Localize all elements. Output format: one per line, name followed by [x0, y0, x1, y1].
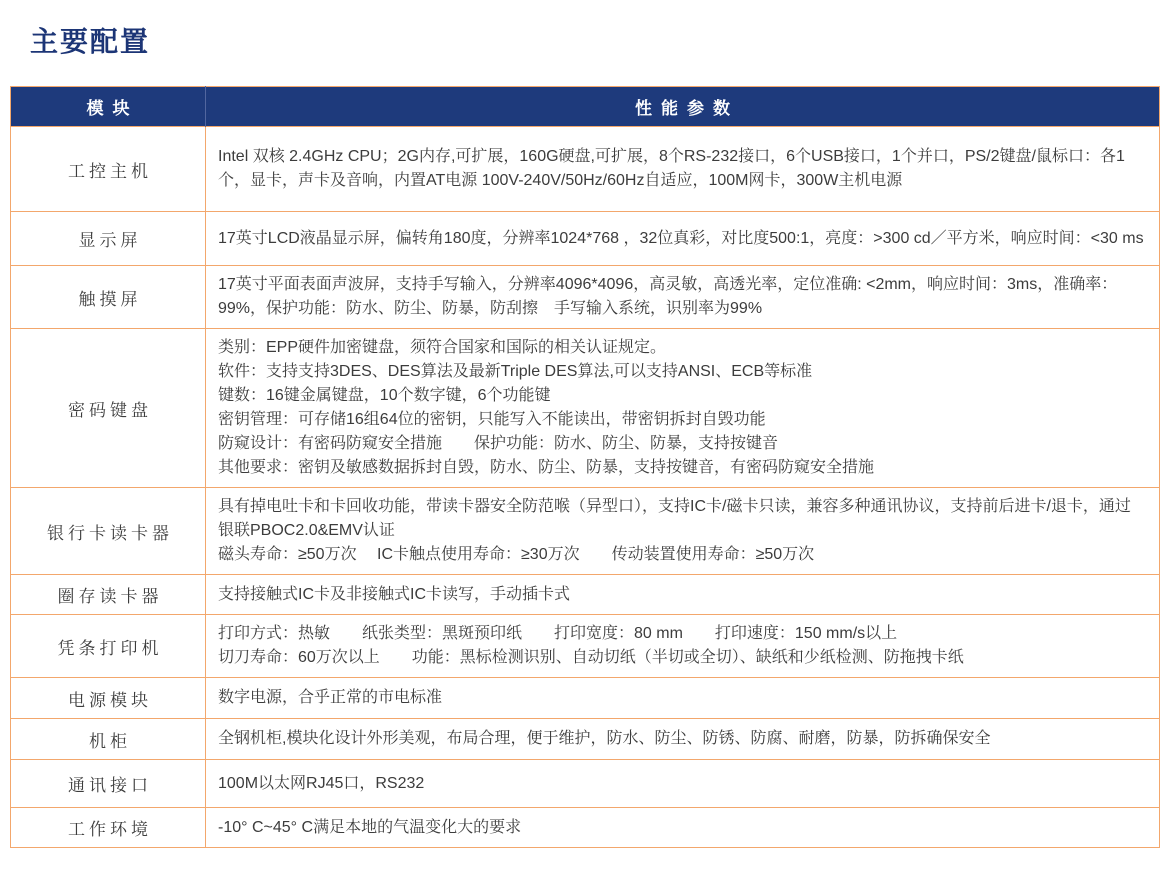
module-name: 圈存读卡器 [11, 575, 206, 615]
module-name: 工控主机 [11, 127, 206, 212]
module-name: 工作环境 [11, 808, 206, 848]
param-line: 打印方式：热敏 纸张类型：黑斑预印纸 打印宽度：80 mm 打印速度：150 mm/s以上 [218, 625, 898, 642]
param-line: 类别：EPP硬件加密键盘，须符合国家和国际的相关认证规定。 [218, 339, 667, 356]
header-params: 性能参数 [206, 87, 1160, 127]
table-row [11, 719, 1160, 760]
table-row [11, 266, 1160, 329]
page-title: 主要配置 [30, 27, 151, 58]
module-name: 通讯接口 [11, 760, 206, 808]
param-line: 全钢机柜,模块化设计外形美观，布局合理，便于维护，防水、防尘、防锈、防腐、耐磨，防暴，防拆确保安全 [218, 730, 991, 747]
module-params [206, 329, 1160, 488]
module-name: 触摸屏 [11, 266, 206, 329]
header-module: 模块 [11, 87, 206, 127]
param-line: 磁头寿命：≥50万次 IC卡触点使用寿命：≥30万次 传动装置使用寿命：≥50万次 [218, 546, 815, 563]
module-params [206, 808, 1160, 848]
param-line: 100M以太网RJ45口，RS232 [218, 774, 425, 792]
param-line: 具有掉电吐卡和卡回收功能，带读卡器安全防范喉（异型口），支持IC卡/磁卡只读，兼容多种通讯协议，支持前后进卡/退卡，通过银联PBOC2.0&EMV认证 [218, 498, 1131, 539]
spec-table [10, 86, 1160, 848]
table-header-row [11, 87, 1160, 127]
param-line: 防窥设计：有密码防窥安全措施 保护功能：防水、防尘、防暴，支持按键音 [218, 435, 779, 452]
param-line: 密钥管理：可存储16组64位的密钥，只能写入不能读出，带密钥拆封自毁功能 [218, 411, 766, 428]
table-row [11, 615, 1160, 678]
table-row [11, 678, 1160, 719]
module-params [206, 212, 1160, 266]
param-line: 17英寸平面表面声波屏，支持手写输入，分辨率4096*4096，高灵敏，高透光率，定位准确: <2mm，响应时间：3ms，准确率：99%，保护功能：防水、防尘、防暴，防刮擦 手写输入系统，识别率为99% [218, 276, 1118, 317]
table-row [11, 329, 1160, 488]
module-name: 银行卡读卡器 [11, 488, 206, 575]
param-line: 支持接触式IC卡及非接触式IC卡读写，手动插卡式 [218, 585, 571, 603]
param-line: Intel 双核 2.4GHz CPU；2G内存,可扩展，160G硬盘,可扩展，8个RS-232接口，6个USB接口，1个并口，PS/2键盘/鼠标口：各1个，显卡，声卡及音响，内置AT电源 100V-240V/50Hz/60Hz自适应，100M网卡，300W主机电源 [218, 148, 1125, 189]
module-params [206, 575, 1160, 615]
module-name: 显示屏 [11, 212, 206, 266]
table-row [11, 808, 1160, 848]
param-line: 数字电源，合乎正常的市电标准 [218, 689, 443, 706]
table-row [11, 212, 1160, 266]
table-row [11, 575, 1160, 615]
module-params [206, 127, 1160, 212]
table-row [11, 760, 1160, 808]
param-line: 键数：16键金属键盘，10个数字键，6个功能键 [218, 387, 551, 404]
module-params [206, 760, 1160, 808]
module-params [206, 266, 1160, 329]
module-params [206, 678, 1160, 719]
param-line: 软件：支持支持3DES、DES算法及最新Triple DES算法,可以支持ANSI、ECB等标准 [218, 363, 813, 380]
table-row [11, 127, 1160, 212]
table-row [11, 488, 1160, 575]
module-name: 电源模块 [11, 678, 206, 719]
param-line: 其他要求：密钥及敏感数据拆封自毁，防水、防尘、防暴，支持按键音，有密码防窥安全措施 [218, 459, 875, 476]
module-name: 凭条打印机 [11, 615, 206, 678]
param-line: 切刀寿命：60万次以上 功能：黑标检测识别、自动切纸（半切或全切）、缺纸和少纸检测、防拖拽卡纸 [218, 649, 964, 666]
module-params [206, 719, 1160, 760]
module-params [206, 488, 1160, 575]
module-name: 密码键盘 [11, 329, 206, 488]
param-line: 17英寸LCD液晶显示屏，偏转角180度，分辨率1024*768 ，32位真彩，对比度500:1，亮度：>300 cd／平方米，响应时间：<30 ms [218, 229, 1144, 247]
module-name: 机柜 [11, 719, 206, 760]
module-params [206, 615, 1160, 678]
param-line: -10° C~45° C满足本地的气温变化大的要求 [218, 818, 522, 836]
